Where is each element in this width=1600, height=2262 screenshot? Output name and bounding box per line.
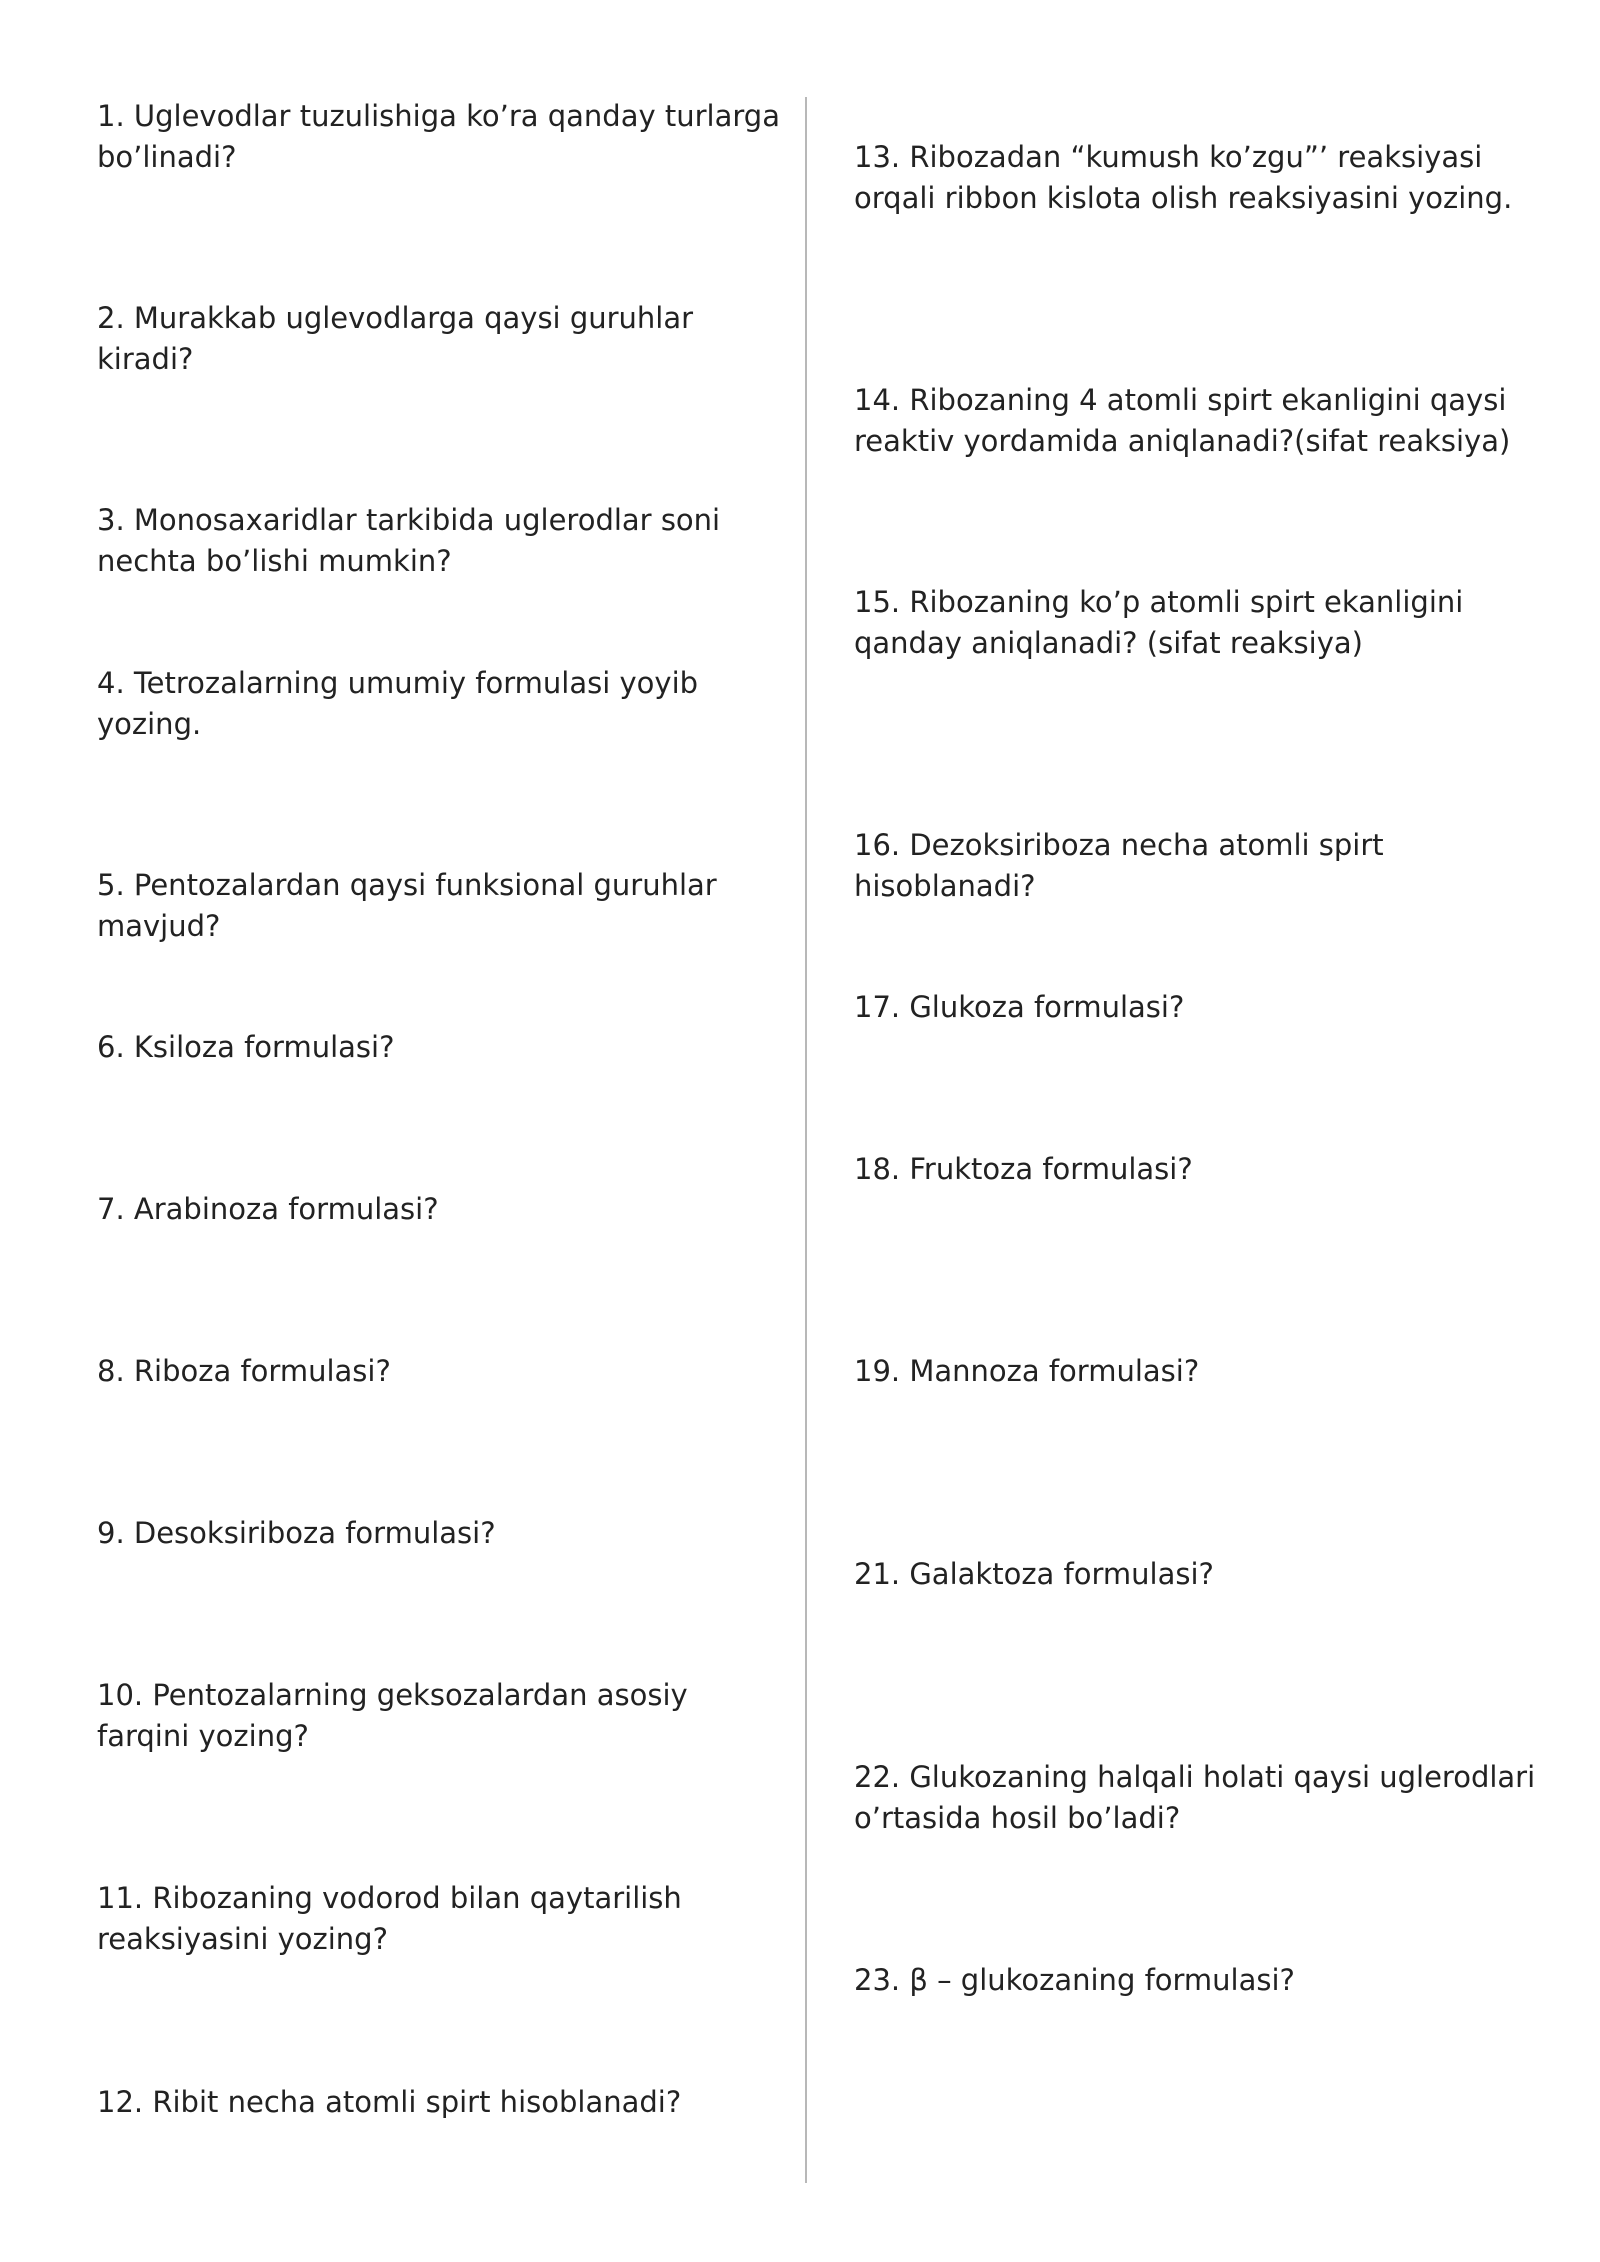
question-13: 13. Ribozadan “kumush ko’zgu”’ reaksiyasi orqali ribbon kislota olish reaksiyasini yozing. [854, 140, 1513, 215]
question-4: 4. Tetrozalarning umumiy formulasi yoyib yozing. [97, 666, 699, 741]
question-16: 16. Dezoksiriboza necha atomli spirt hisoblanadi? [854, 828, 1384, 903]
question-9: 9. Desoksiriboza formulasi? [97, 1516, 496, 1550]
question-12: 12. Ribit necha atomli spirt hisoblanadi? [97, 2085, 682, 2119]
question-1: 1. Uglevodlar tuzulishiga ko’ra qanday turlarga bo’linadi? [97, 99, 780, 174]
question-10: 10. Pentozalarning geksozalardan asosiy farqini yozing? [97, 1678, 688, 1753]
question-18: 18. Fruktoza formulasi? [854, 1152, 1193, 1186]
question-6: 6. Ksiloza formulasi? [97, 1030, 395, 1064]
question-23: 23. β – glukozaning formulasi? [854, 1963, 1295, 1997]
question-21: 21. Galaktoza formulasi? [854, 1557, 1214, 1591]
question-15: 15. Ribozaning ko’p atomli spirt ekanligini qanday aniqlanadi? (sifat reaksiya) [854, 585, 1464, 660]
question-22: 22. Glukozaning halqali holati qaysi uglerodlari o’rtasida hosil bo’ladi? [854, 1760, 1536, 1835]
question-7: 7. Arabinoza formulasi? [97, 1192, 439, 1226]
question-3: 3. Monosaxaridlar tarkibida uglerodlar soni nechta bo’lishi mumkin? [97, 503, 721, 578]
question-17: 17. Glukoza formulasi? [854, 990, 1185, 1024]
question-2: 2. Murakkab uglevodlarga qaysi guruhlar kiradi? [97, 301, 694, 376]
question-5: 5. Pentozalardan qaysi funksional guruhlar mavjud? [97, 868, 717, 943]
question-14: 14. Ribozaning 4 atomli spirt ekanligini qaysi reaktiv yordamida aniqlanadi?(sifat reaksiya) [854, 383, 1511, 458]
question-19: 19. Mannoza formulasi? [854, 1354, 1200, 1388]
question-11: 11. Ribozaning vodorod bilan qaytarilish reaksiyasini yozing? [97, 1881, 682, 1956]
question-8: 8. Riboza formulasi? [97, 1354, 391, 1388]
column-divider [805, 97, 807, 2183]
